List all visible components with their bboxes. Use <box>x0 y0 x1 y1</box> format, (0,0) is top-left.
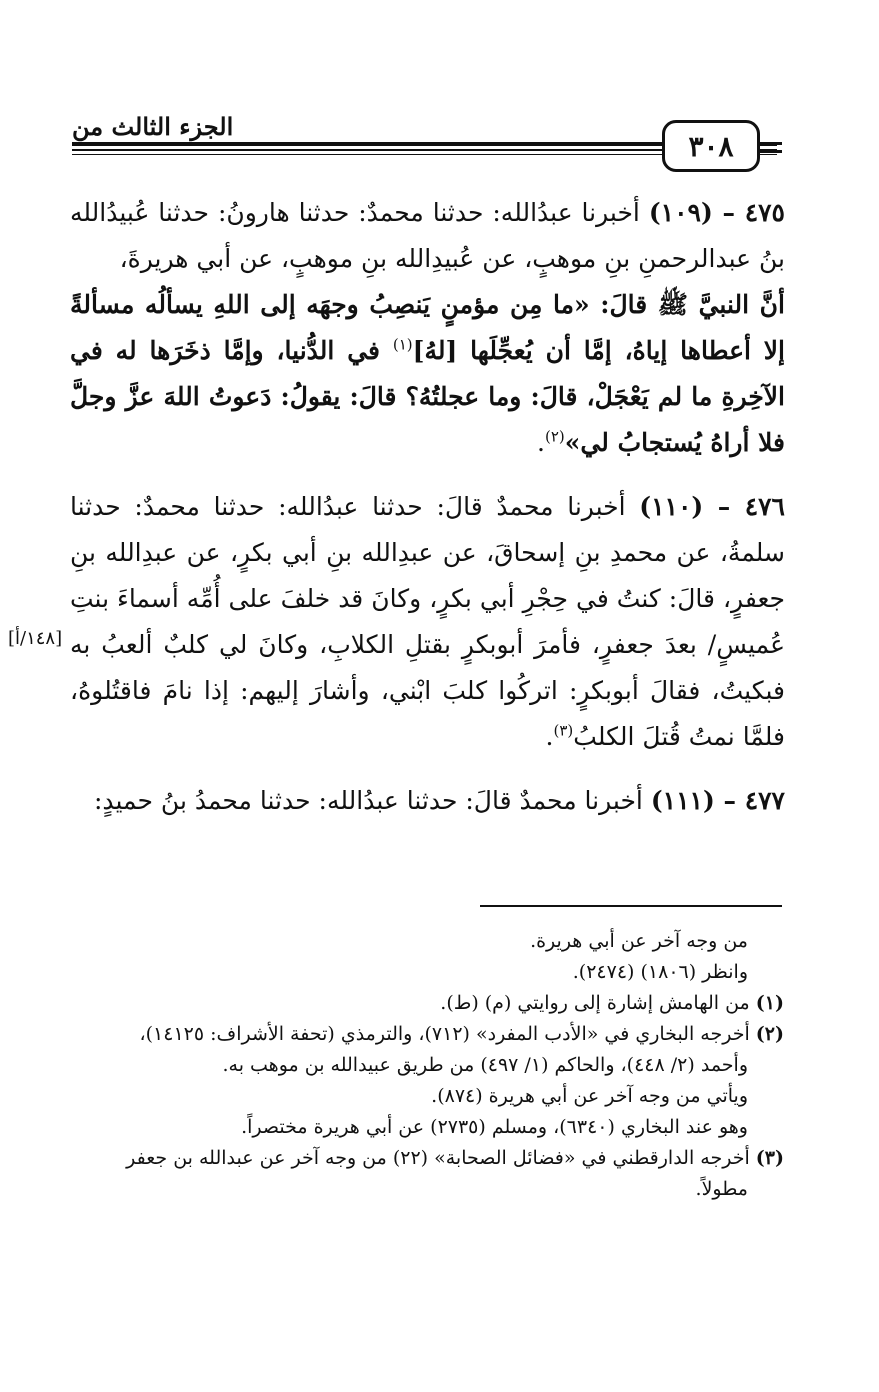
page-number <box>662 120 760 172</box>
footnote-line: مطولاً. <box>695 1178 748 1200</box>
footnote-carry-line: من وجه آخر عن أبي هريرة. <box>530 930 748 952</box>
footnote-number: (١) <box>755 992 784 1014</box>
footnote-ref[interactable]: (٣) <box>553 721 574 740</box>
hadith-matn-cont: في الدُّنيا، وإمَّا ذخَرَها له في الآخِرةِ ما لم يَعْجَلْ، قالَ: وما عجلتُهُ؟ قالَ: يقولُ: دَعوتُ اللهَ عزَّ وجلَّ فلا أراهُ يُستجابُ لي» <box>70 336 785 457</box>
footnote-line: ويأتي من وجه آخر عن أبي هريرة (٨٧٤). <box>431 1085 748 1107</box>
footnote-carry-line: وانظر (١٨٠٦) (٢٤٧٤). <box>572 961 748 983</box>
footnote-3 <box>72 1143 784 1174</box>
running-title: الجزء الثالث من <box>72 112 234 141</box>
hadith-intro: أنَّ النبيَّ ﷺ قالَ: <box>589 290 785 319</box>
footnote-2 <box>72 1019 784 1050</box>
hadith-number: ٤٧٥ – (١٠٩) <box>648 198 785 227</box>
hadith-text: أخبرنا محمدٌ قالَ: حدثنا عبدُالله: حدثنا محمدُ بنُ حميدٍ: <box>93 786 643 815</box>
footnote-line: وهو عند البخاري (٦٣٤٠)، ومسلم (٢٧٣٥) عن أبي هريرة مختصراً. <box>241 1116 748 1138</box>
hadith-text: أخبرنا محمدٌ قالَ: حدثنا عبدُالله: حدثنا محمدٌ: حدثنا سلمةُ، عن محمدِ بنِ إسحاقَ، عن عبدِالله بنِ أبي بكرٍ، عن عبدِالله بنِ جعفرٍ، قالَ: كنتُ في حِجْرِ أبي بكرٍ، وكانَ قد خلفَ على أُمِّه أسماءَ بنتِ عُميسٍ/ بعدَ جعفرٍ، فأمرَ أبوبكرٍ بقتلِ الكلابِ، وكانَ لي كلبٌ ألعبُ به فبكيتُ، فقالَ أبوبكرٍ: اتركُوا كلبَ ابْني، وأشارَ إليهم: إذا نامَ فاقتُلوهُ، فلمَّا نمتُ قُتلَ الكلبُ <box>70 492 785 751</box>
hadith-matn: «ما مِن مؤمنٍ يَنصِبُ وجهَه إلى اللهِ يسألُه مسألةً إلا أعطاها إياهُ، إمَّا أن يُعجِّلَها [لهُ] <box>70 290 785 365</box>
hadith-number: ٤٧٦ – (١١٠) <box>639 492 785 521</box>
footnote-ref[interactable]: (٢) <box>545 427 565 446</box>
page-number-text: ٣٠٨ <box>688 129 734 163</box>
hadith-isnad: أخبرنا عبدُالله: حدثنا محمدٌ: حدثنا هارونُ: حدثنا عُبيدُالله بنُ عبدالرحمنِ بنِ موهبٍ، عن عُبيدِالله بنِ موهبٍ، عن أبي هريرةَ، <box>70 198 785 273</box>
hadith-number: ٤٧٧ – (١١١) <box>650 786 785 815</box>
hadith-477 <box>70 778 785 824</box>
footnote-text: أخرجه البخاري في «الأدب المفرد» (٧١٢)، والترمذي (تحفة الأشراف: ١٤١٢٥)، <box>139 1023 750 1045</box>
footnote-number: (٣) <box>755 1147 784 1169</box>
footnote-1 <box>72 988 784 1019</box>
footnote-text: أخرجه الدارقطني في «فضائل الصحابة» (٢٢) من وجه آخر عن عبدالله بن جعفر <box>126 1147 750 1169</box>
footnote-line: وأحمد (٢/ ٤٤٨)، والحاكم (١/ ٤٩٧) من طريق عبيدالله بن موهب به. <box>222 1054 748 1076</box>
footnotes <box>72 926 784 1205</box>
hadith-475: ٤٧٥ – (١٠٩) أخبرنا عبدُالله: حدثنا محمدٌ: حدثنا هارونُ: حدثنا عُبيدُالله بنُ عبدالرحمنِ بنِ موهبٍ، عن عُبيدِالله بنِ موهبٍ، عن أبي هريرةَ، أنَّ النبيَّ ﷺ قالَ: «ما مِن مؤمنٍ يَنصِبُ وجهَه إلى اللهِ يسألُه مسألةً إلا أعطاها إياهُ، إمَّا أن يُعجِّلَها [لهُ]$^{(١)}$ في الدُّنيا، وإمَّا ذخَرَها له في الآخِرةِ ما لم يَعْجَلْ، قالَ: وما عجلتُهُ؟ قالَ: يقولُ: دَعوتُ اللهَ عزَّ وجلَّ فلا أراهُ يُستجابُ لي»$^{(٢)}$. <box>70 198 785 457</box>
main-text <box>70 190 785 842</box>
footnote-text: من الهامش إشارة إلى روايتي (م) (ط). <box>440 992 750 1014</box>
footnote-ref[interactable]: (١) <box>392 335 413 354</box>
footnote-separator <box>480 905 782 907</box>
hadith-476: ٤٧٦ – (١١٠) أخبرنا محمدٌ قالَ: حدثنا عبدُالله: حدثنا محمدٌ: حدثنا سلمةُ، عن محمدِ بنِ إسحاقَ، عن عبدِالله بنِ أبي بكرٍ، عن عبدِالله بنِ جعفرٍ، قالَ: كنتُ في حِجْرِ أبي بكرٍ، وكانَ قد خلفَ على أُمِّه أسماءَ بنتِ عُميسٍ/ بعدَ جعفرٍ، فأمرَ أبوبكرٍ بقتلِ الكلابِ، وكانَ لي كلبٌ ألعبُ به فبكيتُ، فقالَ أبوبكرٍ: اتركُوا كلبَ ابْني، وأشارَ إليهم: إذا نامَ فاقتُلوهُ، فلمَّا نمتُ قُتلَ الكلبُ$^{(٣)}$. <box>70 492 785 751</box>
manuscript-folio-marker: [١٤٨/أ] <box>8 628 63 649</box>
footnote-number: (٢) <box>755 1023 784 1045</box>
